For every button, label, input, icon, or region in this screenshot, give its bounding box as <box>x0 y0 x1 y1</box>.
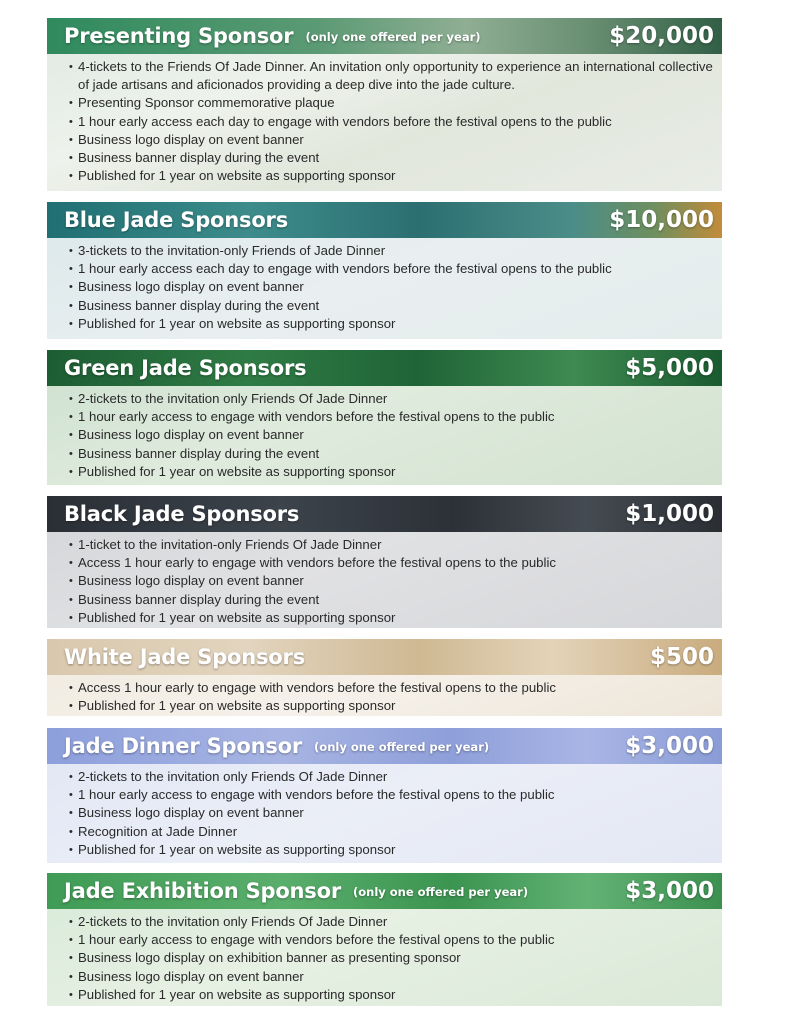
tier-green-jade-sponsors <box>47 350 722 485</box>
benefit-item: • Published for 1 year on website as supporting sponsor <box>69 986 716 1004</box>
benefit-item: • Business logo display on exhibition banner as presenting sponsor <box>69 949 716 967</box>
tier-header <box>47 350 722 386</box>
benefit-item: • Business banner display during the event <box>69 149 716 167</box>
benefit-item: • Business banner display during the event <box>69 445 716 463</box>
tier-header <box>47 202 722 238</box>
tier-price: $10,000 <box>609 207 714 233</box>
tier-title: Blue Jade Sponsors <box>64 208 288 232</box>
tier-note: (only one offered per year) <box>352 885 529 899</box>
tier-benefits <box>47 238 722 333</box>
benefit-item: • 3-tickets to the invitation-only Friends of Jade Dinner <box>69 242 716 260</box>
tier-title: Green Jade Sponsors <box>64 356 307 380</box>
benefit-item: • Access 1 hour early to engage with vendors before the festival opens to the public <box>69 554 716 572</box>
benefit-item: • Business logo display on event banner <box>69 131 716 149</box>
benefit-item: • Business logo display on event banner <box>69 278 716 296</box>
benefit-item: • 2-tickets to the invitation only Friends Of Jade Dinner <box>69 390 716 408</box>
tier-black-jade-sponsors <box>47 496 722 628</box>
tier-header <box>47 639 722 675</box>
benefit-item: • 2-tickets to the invitation only Friends Of Jade Dinner <box>69 913 716 931</box>
benefit-item: • 1 hour early access to engage with vendors before the festival opens to the public <box>69 786 716 804</box>
tier-benefits <box>47 532 722 627</box>
benefit-item: • 1 hour early access each day to engage with vendors before the festival opens to the public <box>69 260 716 278</box>
benefit-item: • Business banner display during the event <box>69 297 716 315</box>
tier-title: Black Jade Sponsors <box>64 502 300 526</box>
benefit-item: • Business logo display on event banner <box>69 804 716 822</box>
benefit-item: • Published for 1 year on website as supporting sponsor <box>69 841 716 859</box>
benefit-item: • 2-tickets to the invitation only Friends Of Jade Dinner <box>69 768 716 786</box>
tier-header <box>47 873 722 909</box>
tier-price: $500 <box>649 644 714 670</box>
tier-benefits <box>47 386 722 481</box>
tier-presenting-sponsor <box>47 18 722 191</box>
tier-blue-jade-sponsors <box>47 202 722 339</box>
benefit-item: • 1-ticket to the invitation-only Friends Of Jade Dinner <box>69 536 716 554</box>
tier-header <box>47 18 722 54</box>
tier-price: $1,000 <box>625 501 714 527</box>
tier-title: White Jade Sponsors <box>64 645 305 669</box>
benefit-item: • Presenting Sponsor commemorative plaque <box>69 94 716 112</box>
benefit-item: • Business logo display on event banner <box>69 968 716 986</box>
benefit-item: • 1 hour early access to engage with vendors before the festival opens to the public <box>69 931 716 949</box>
tier-jade-exhibition-sponsor <box>47 873 722 1006</box>
tier-title: Presenting Sponsor <box>64 24 294 48</box>
tier-header <box>47 496 722 532</box>
benefit-item: • Access 1 hour early to engage with vendors before the festival opens to the public <box>69 679 716 697</box>
benefit-item: • 4-tickets to the Friends Of Jade Dinner. An invitation only opportunity to experience an international collective of jade artisans and aficionados providing a deep dive into the jade culture. <box>69 58 716 94</box>
benefit-item: • Published for 1 year on website as supporting sponsor <box>69 697 716 715</box>
benefit-item: • Published for 1 year on website as supporting sponsor <box>69 463 716 481</box>
tier-benefits <box>47 909 722 1004</box>
tier-title: Jade Dinner Sponsor <box>64 734 303 758</box>
tier-benefits <box>47 54 722 185</box>
tier-benefits <box>47 675 722 715</box>
benefit-item: • Published for 1 year on website as supporting sponsor <box>69 609 716 627</box>
benefit-item: • Business banner display during the event <box>69 591 716 609</box>
tier-title: Jade Exhibition Sponsor <box>64 879 341 903</box>
tier-jade-dinner-sponsor <box>47 728 722 863</box>
benefit-item: • Business logo display on event banner <box>69 572 716 590</box>
benefit-item: • 1 hour early access each day to engage with vendors before the festival opens to the public <box>69 113 716 131</box>
tier-price: $3,000 <box>625 878 714 904</box>
tier-note: (only one offered per year) <box>314 740 490 754</box>
tier-price: $3,000 <box>625 733 714 759</box>
tier-price: $5,000 <box>625 355 714 381</box>
tier-header <box>47 728 722 764</box>
benefit-item: • Published for 1 year on website as supporting sponsor <box>69 315 716 333</box>
benefit-item: • 1 hour early access to engage with vendors before the festival opens to the public <box>69 408 716 426</box>
benefit-item: • Recognition at Jade Dinner <box>69 823 716 841</box>
benefit-item: • Business logo display on event banner <box>69 426 716 444</box>
tier-note: (only one offered per year) <box>305 30 481 44</box>
tier-white-jade-sponsors <box>47 639 722 716</box>
tier-benefits <box>47 764 722 859</box>
benefit-item: • Published for 1 year on website as supporting sponsor <box>69 167 716 185</box>
tier-price: $20,000 <box>609 23 714 49</box>
